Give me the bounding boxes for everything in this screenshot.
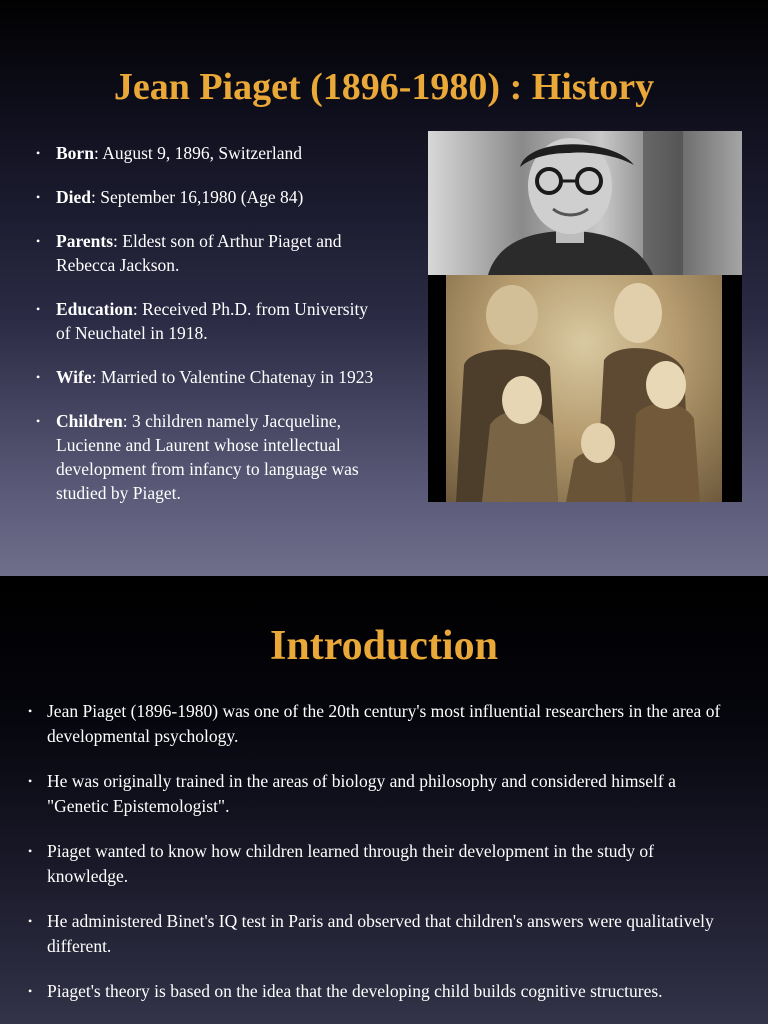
portrait-image — [428, 131, 742, 275]
intro-point: • Piaget's theory is based on the idea that the developing child builds cognitive structures. — [47, 979, 737, 1004]
piaget-family-photo — [428, 275, 742, 502]
intro-point: • He administered Binet's IQ test in Paris and observed that children's answers were qualitatively different. — [47, 909, 737, 959]
biography-list — [56, 141, 376, 525]
bio-text: : 3 children namely Jacqueline, Lucienne and Laurent whose intellectual development from infancy to language was studied by Piaget. — [56, 411, 359, 503]
bio-item-born — [56, 141, 376, 165]
introduction-title: Introduction — [270, 623, 498, 669]
piaget-portrait-photo — [428, 131, 742, 275]
bio-item-children — [56, 409, 376, 505]
intro-point: • Jean Piaget (1896-1980) was one of the 20th century's most influential researchers in the area of developmental psychology. — [47, 699, 737, 749]
bio-label: Education — [56, 299, 133, 319]
bio-item-parents — [56, 229, 376, 277]
bio-text: : Received Ph.D. from University of Neuchatel in 1918. — [56, 299, 369, 343]
family-image — [446, 275, 722, 502]
bio-text: : September 16,1980 (Age 84) — [91, 187, 304, 207]
intro-point: • Piaget wanted to know how children learned through their development in the study of knowledge. — [47, 839, 737, 889]
intro-point: • He was originally trained in the areas of biology and philosophy and considered himself a "Genetic Epistemologist". — [47, 769, 737, 819]
bio-item-died — [56, 185, 376, 209]
bio-text: : Married to Valentine Chatenay in 1923 — [91, 367, 374, 387]
introduction-slide — [0, 576, 768, 1024]
bio-label: Parents — [56, 231, 114, 251]
bio-item-wife — [56, 365, 376, 389]
family-figures — [446, 275, 722, 502]
bio-label: Died — [56, 187, 91, 207]
bio-label: Born — [56, 143, 94, 163]
bio-item-education — [56, 297, 376, 345]
introduction-list — [47, 699, 737, 1024]
bio-text: : August 9, 1896, Switzerland — [93, 143, 302, 163]
history-title: Jean Piaget (1896-1980) : History — [113, 66, 655, 108]
bio-label: Wife — [56, 367, 92, 387]
bio-text: : Eldest son of Arthur Piaget and Rebecca Jackson. — [56, 231, 342, 275]
bio-label: Children — [56, 411, 123, 431]
